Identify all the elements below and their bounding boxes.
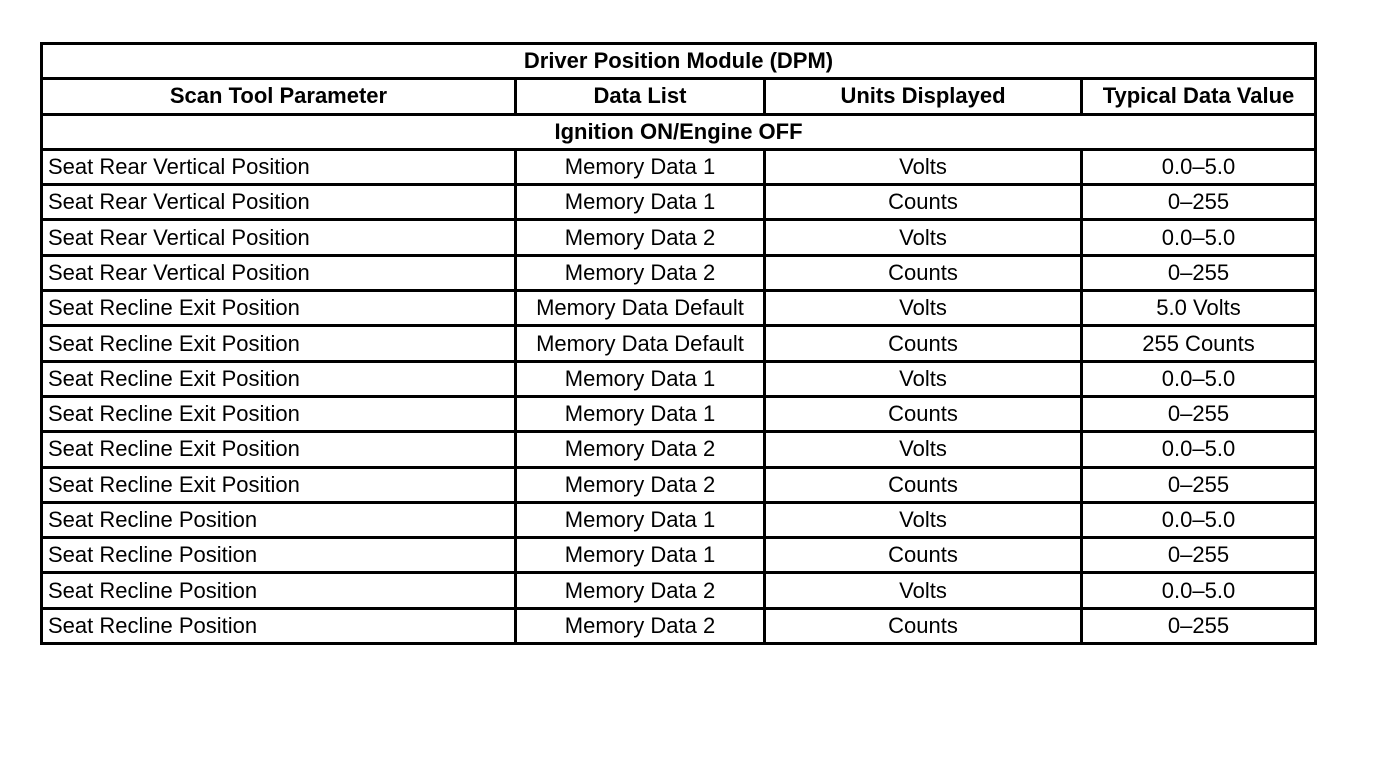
table-row: [42, 361, 1316, 396]
data-list-cell: Memory Data Default: [516, 291, 765, 326]
data-list-cell: Memory Data 2: [516, 432, 765, 467]
typical-data-value-cell: 0–255: [1082, 185, 1316, 220]
table-title-row: [42, 44, 1316, 79]
table-row: [42, 149, 1316, 184]
column-header-units-displayed: Units Displayed: [765, 79, 1082, 114]
units-displayed-cell: Volts: [765, 361, 1082, 396]
typical-data-value-cell: 5.0 Volts: [1082, 291, 1316, 326]
scan-tool-parameter-cell: Seat Recline Position: [42, 573, 516, 608]
table-row: [42, 573, 1316, 608]
typical-data-value-cell: 0–255: [1082, 608, 1316, 643]
units-displayed-cell: Volts: [765, 220, 1082, 255]
typical-data-value-cell: 0.0–5.0: [1082, 220, 1316, 255]
scan-tool-parameter-cell: Seat Rear Vertical Position: [42, 149, 516, 184]
table-row: [42, 502, 1316, 537]
section-label: Ignition ON/Engine OFF: [42, 114, 1316, 149]
table-row: [42, 255, 1316, 290]
table-row: [42, 185, 1316, 220]
table-row: [42, 538, 1316, 573]
data-list-cell: Memory Data 1: [516, 361, 765, 396]
scan-tool-parameter-cell: Seat Rear Vertical Position: [42, 185, 516, 220]
scan-tool-parameter-cell: Seat Recline Exit Position: [42, 361, 516, 396]
data-list-cell: Memory Data 1: [516, 502, 765, 537]
data-list-cell: Memory Data Default: [516, 326, 765, 361]
scan-tool-parameter-cell: Seat Recline Position: [42, 538, 516, 573]
units-displayed-cell: Counts: [765, 255, 1082, 290]
scan-tool-parameter-cell: Seat Recline Exit Position: [42, 432, 516, 467]
scan-tool-parameter-cell: Seat Recline Exit Position: [42, 396, 516, 431]
data-list-cell: Memory Data 1: [516, 538, 765, 573]
table-row: [42, 432, 1316, 467]
table-row: [42, 467, 1316, 502]
data-list-cell: Memory Data 1: [516, 149, 765, 184]
units-displayed-cell: Volts: [765, 291, 1082, 326]
table-row: [42, 608, 1316, 643]
typical-data-value-cell: 0.0–5.0: [1082, 502, 1316, 537]
typical-data-value-cell: 0.0–5.0: [1082, 149, 1316, 184]
table-title: Driver Position Module (DPM): [42, 44, 1316, 79]
table-body: [42, 114, 1316, 643]
units-displayed-cell: Counts: [765, 396, 1082, 431]
data-list-cell: Memory Data 2: [516, 608, 765, 643]
typical-data-value-cell: 0–255: [1082, 467, 1316, 502]
data-list-cell: Memory Data 1: [516, 185, 765, 220]
table-row: [42, 396, 1316, 431]
dpm-data-table: [40, 42, 1317, 645]
typical-data-value-cell: 255 Counts: [1082, 326, 1316, 361]
table-row: [42, 220, 1316, 255]
units-displayed-cell: Volts: [765, 432, 1082, 467]
scan-tool-parameter-cell: Seat Rear Vertical Position: [42, 220, 516, 255]
data-list-cell: Memory Data 1: [516, 396, 765, 431]
scan-tool-parameter-cell: Seat Recline Exit Position: [42, 326, 516, 361]
typical-data-value-cell: 0–255: [1082, 396, 1316, 431]
units-displayed-cell: Volts: [765, 149, 1082, 184]
units-displayed-cell: Counts: [765, 326, 1082, 361]
data-list-cell: Memory Data 2: [516, 467, 765, 502]
column-header-typical-data-value: Typical Data Value: [1082, 79, 1316, 114]
typical-data-value-cell: 0.0–5.0: [1082, 432, 1316, 467]
units-displayed-cell: Counts: [765, 538, 1082, 573]
scan-tool-parameter-cell: Seat Recline Position: [42, 608, 516, 643]
scan-tool-parameter-cell: Seat Recline Position: [42, 502, 516, 537]
units-displayed-cell: Volts: [765, 573, 1082, 608]
table-header-row: [42, 79, 1316, 114]
scan-tool-parameter-cell: Seat Recline Exit Position: [42, 467, 516, 502]
units-displayed-cell: Volts: [765, 502, 1082, 537]
units-displayed-cell: Counts: [765, 608, 1082, 643]
column-header-scan-tool-parameter: Scan Tool Parameter: [42, 79, 516, 114]
table-row: [42, 326, 1316, 361]
typical-data-value-cell: 0.0–5.0: [1082, 573, 1316, 608]
section-row: [42, 114, 1316, 149]
data-list-cell: Memory Data 2: [516, 220, 765, 255]
scan-tool-parameter-cell: Seat Recline Exit Position: [42, 291, 516, 326]
column-header-data-list: Data List: [516, 79, 765, 114]
data-list-cell: Memory Data 2: [516, 255, 765, 290]
typical-data-value-cell: 0–255: [1082, 538, 1316, 573]
units-displayed-cell: Counts: [765, 185, 1082, 220]
table-row: [42, 291, 1316, 326]
scan-tool-parameter-cell: Seat Rear Vertical Position: [42, 255, 516, 290]
typical-data-value-cell: 0–255: [1082, 255, 1316, 290]
units-displayed-cell: Counts: [765, 467, 1082, 502]
data-list-cell: Memory Data 2: [516, 573, 765, 608]
typical-data-value-cell: 0.0–5.0: [1082, 361, 1316, 396]
